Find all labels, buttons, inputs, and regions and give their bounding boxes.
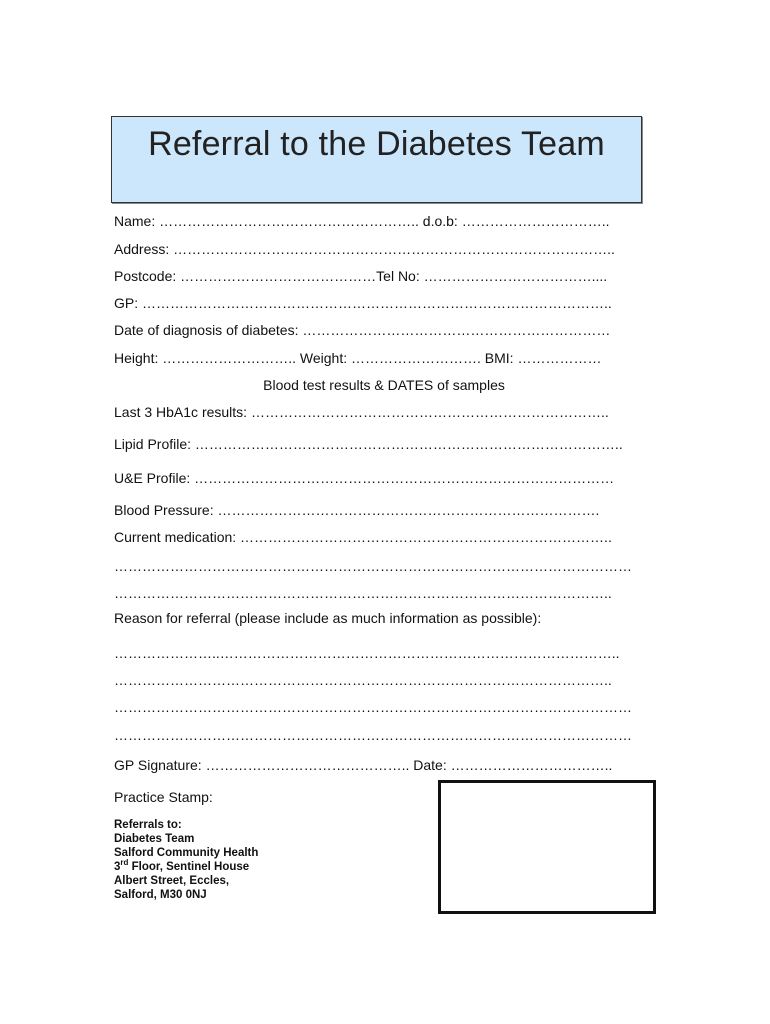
title-box — [111, 116, 642, 203]
address-line: 3rd Floor, Sentinel House — [114, 858, 250, 873]
address-line: Salford, M30 0NJ — [114, 889, 207, 901]
form-line[interactable]: Practice Stamp: — [114, 789, 213, 805]
form-line[interactable]: Address: ………………………………………………………………………………….. — [114, 241, 615, 257]
form-line[interactable]: Lipid Profile: ……………………………………………………………………………….. — [114, 436, 623, 452]
form-line[interactable]: ………………………………………………………………………………………………… — [114, 699, 632, 715]
form-line[interactable]: Current medication: …………………………………………………………………….. — [114, 529, 612, 545]
form-line[interactable]: …………………..………………………………………………………………………….. — [114, 645, 620, 661]
address-line: Referrals to: — [114, 819, 182, 831]
form-line[interactable]: ………………………………………………………………………………………………… — [114, 727, 632, 743]
form-line[interactable]: Last 3 HbA1c results: ………………………………………………………………….. — [114, 404, 609, 420]
address-line: Albert Street, Eccles, — [114, 875, 230, 887]
form-line[interactable]: U&E Profile: ……………………………………………………………………………… — [114, 470, 615, 486]
form-line[interactable]: ………………………………………………………………………………………………… — [114, 558, 632, 574]
form-line[interactable]: Reason for referral (please include as much information as possible): — [114, 610, 542, 626]
form-line[interactable]: Height: ……………………….. Weight: ………………………. BMI: ……………… — [114, 350, 602, 366]
page-title: Referral to the Diabetes Team — [148, 125, 605, 163]
practice-stamp-box[interactable] — [438, 780, 656, 914]
address-line: Diabetes Team — [114, 833, 195, 845]
form-line[interactable]: Blood Pressure: ………………………………………………………………………. — [114, 502, 600, 518]
form-line[interactable]: Postcode: ……………………………………Tel No: ……………………………….... — [114, 268, 608, 284]
form-line[interactable]: Name: ……………………………………………….. d.o.b: ………………………….. — [114, 213, 610, 229]
referral-address — [114, 818, 258, 902]
form-line[interactable]: Date of diagnosis of diabetes: ………………………………………………………… — [114, 322, 611, 338]
form-line[interactable]: …………………………………………………………………………………………….. — [114, 672, 612, 688]
address-line: Salford Community Health — [114, 847, 259, 859]
form-line[interactable]: GP: ……………………………………………………………………………………….. — [114, 295, 612, 311]
form-line[interactable]: GP Signature: …………………………………….. Date: …………………………….. — [114, 757, 613, 773]
blood-test-heading: Blood test results & DATES of samples — [263, 377, 505, 393]
form-line[interactable]: …………………………………………………………………………………………….. — [114, 585, 612, 601]
